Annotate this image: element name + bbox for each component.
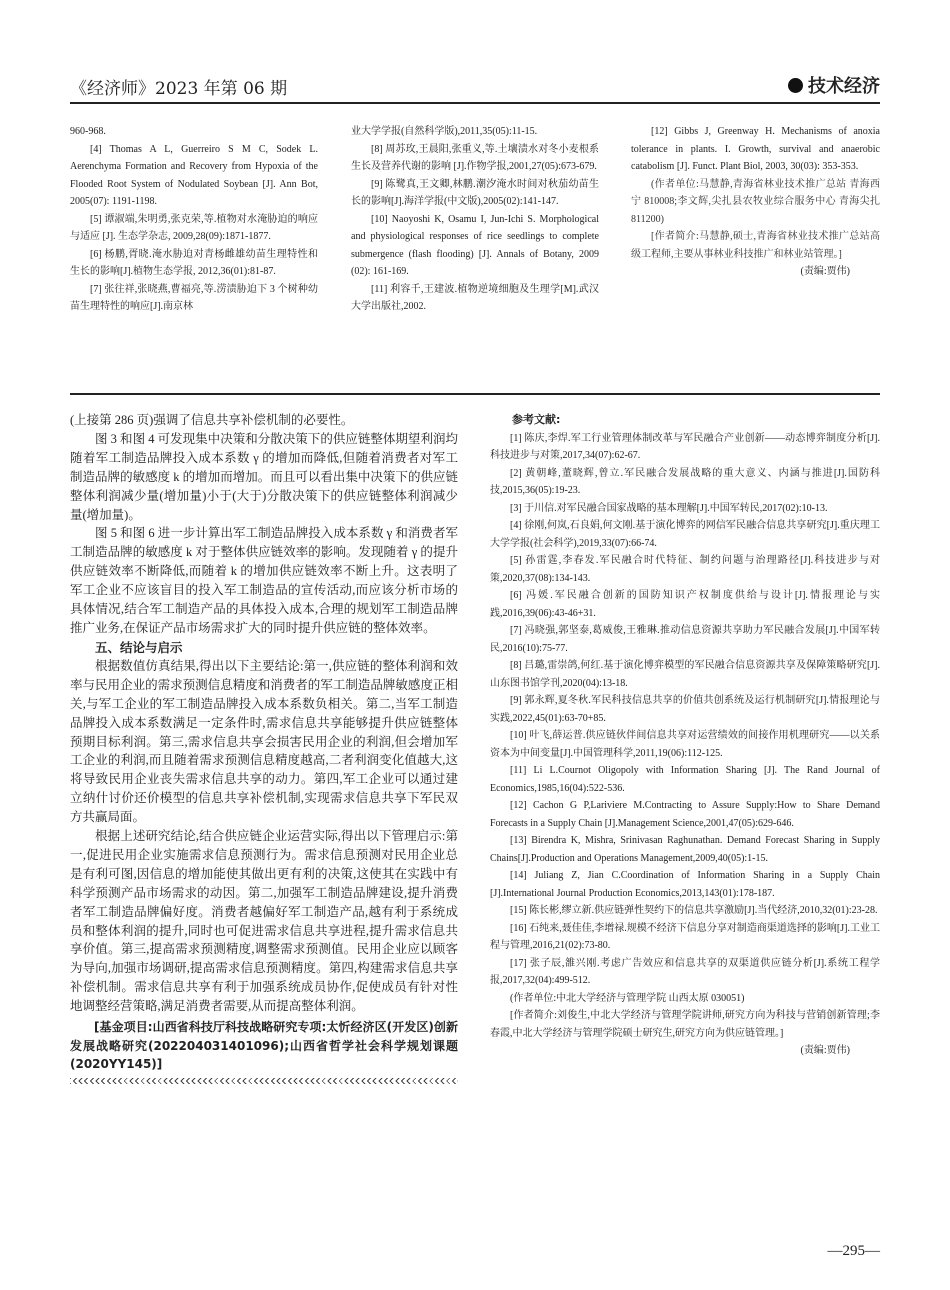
article-body <box>70 411 458 1084</box>
section-title <box>788 72 880 98</box>
reference-item: [11] 利容千,王建波.植物逆境细胞及生理学[M].武汉大学出版社,2002. <box>351 283 599 312</box>
body-paragraph: 图 5 和图 6 进一步计算出军工制造品牌投入成本系数 γ 和消费者军工制造品牌的敏感度 k 对于整体供应链效率的影响。发现随着 γ 的提升供应链效率不断降低,而随着 k 的增加供应链效率不断上升。这表明了军工企业不应该盲目的投入军工制造品的宣传活动,而应该分析市场的具体情况,结合军工制造产品的具体投入成本,合理的规划军工制造品牌推广业务,在保证产品市场需求扩大的同时提升供应链的整体效率。 <box>70 526 458 635</box>
references-section <box>490 411 880 1060</box>
section-label: 技术经济 <box>808 76 880 97</box>
reference-item: [16] 石纯来,聂佳佳,李增禄.规模不经济下信息分享对制造商渠道选择的影响[J].工业工程与管理,2016,21(02):73-80. <box>490 922 880 951</box>
author-affiliation: (作者单位:中北大学经济与管理学院 山西太原 030051) <box>510 992 745 1004</box>
page-number: —295— <box>827 1243 880 1259</box>
reference-item: [7] 冯晓强,郭坚泰,葛威俊,王雅琳.推动信息资源共享助力军民融合发展[J].中国军转民,2016(10):75-77. <box>490 625 880 654</box>
top-refs-column-2 <box>351 123 599 316</box>
reference-item: [8] 吕璐,雷崇鸽,何红.基于演化博弈模型的军民融合信息资源共享及保障策略研究[J].山东图书馆学刊,2020(04):13-18. <box>490 660 880 689</box>
article-divider <box>70 393 880 395</box>
reference-item: [10] Naoyoshi K, Osamu I, Jun-Ichi S. Morphological and physiological responses of rice seedlings to complete submergence (flash flooding) [J]. Annals of Botany, 2009 (02): 161-169. <box>351 213 599 277</box>
body-paragraph: 图 3 和图 4 可发现集中决策和分散决策下的供应链整体期望利润均随着军工制造品牌投入成本系数 γ 的增加而降低,但随着消费者对军工制造品牌的敏感度 k 的增加而增加。而且可以看出集中决策下的供应链整体利润减少量(增加量)小于(大于)分散决策下的供应链整体利润减少量(增加量)。 <box>70 431 458 522</box>
author-affiliation: (作者单位:马慧静,青海省林业技术推广总站 青海西宁 810008;李文辉,尖扎县农牧业综合服务中心 青海尖扎 811200) <box>631 178 880 225</box>
reference-item: [5] 谭淑端,朱明勇,张克荣,等.植物对水淹胁迫的响应与适应 [J]. 生态学杂志, 2009,28(09):1871-1877. <box>70 213 318 242</box>
reference-item: [1] 陈庆,李焊.军工行业管理体制改革与军民融合产业创新——动态博弈制度分析[J].科技进步与对策,2017,34(07):62-67. <box>490 432 880 461</box>
author-bio: [作者简介:马慧静,硕士,青海省林业技术推广总站高级工程师,主要从事林业科技推广和林业站管理。] <box>631 231 880 260</box>
references-title: 参考文献: <box>512 413 561 426</box>
reference-item: [8] 周苏玫,王晨阳,张重义,等.土壤渍水对冬小麦根系生长及营养代谢的影响 [J].作物学报,2001,27(05):673-679. <box>351 143 599 172</box>
reference-item: [6] 冯媛.军民融合创新的国防知识产权制度供给与设计[J].情报理论与实践,2016,39(06):43-46+31. <box>490 590 880 619</box>
header-rule <box>70 102 880 104</box>
journal-issue-title: 《经济师》2023 年第 06 期 <box>70 79 288 99</box>
reference-item: [9] 陈鹭真,王文卿,林鹏.潮汐淹水时间对秋茄幼苗生长的影响[J].海洋学报(中文版),2005(02):141-147. <box>351 178 599 207</box>
body-paragraph: (上接第 286 页)强调了信息共享补偿机制的必要性。 <box>70 413 354 427</box>
reference-item: 业大学学报(自然科学版),2011,35(05):11-15. <box>351 126 538 137</box>
reference-item: [11] Li L.Cournot Oligopoly with Information Sharing [J]. The Rand Journal of Economics,1985,16(04):522-536. <box>490 765 880 794</box>
body-paragraph: 根据数值仿真结果,得出以下主要结论:第一,供应链的整体利润和效率与民用企业的需求预测信息精度和消费者的军工制造品牌敏感度正相关,与军工企业的军工制造品牌投入成本系数负相关。第二,当军工制造品牌投入成本系数满足一定条件时,需求信息共享能够提升供应链整体预期目标利润。第三,需求信息共享会损害民用企业的利润,但会增加军工企业的利润,而且随着需求预测信息精度越高,二者利润变化值越大,这将导致民用企业丧失需求信息共享的动力。第四,军工企业可以通过建立纳什讨价还价模型的信息共享补偿机制,实现需求信息共享下军民双方共赢局面。 <box>70 658 458 825</box>
wavy-rule <box>70 1078 458 1084</box>
reference-item: [14] Juliang Z, Jian C.Coordination of Information Sharing in a Supply Chain [J].International Journal Production Economics,2013,143(01):178-187. <box>490 870 880 899</box>
top-refs-column-1 <box>70 123 318 316</box>
bullet-dot-icon <box>788 78 803 93</box>
reference-item: 960-968. <box>70 126 106 137</box>
reference-item: [3] 于川信.对军民融合国家战略的基本理解[J].中国军转民,2017(02):10-13. <box>510 502 828 514</box>
author-bio: [作者简介:刘俊生,中北大学经济与管理学院讲师,研究方向为科技与营销创新管理;李春霞,中北大学经济与管理学院硕士研究生,研究方向为供应链管理。] <box>490 1010 880 1039</box>
reference-item: [15] 陈长彬,缪立新.供应链弹性契约下的信息共享激励[J].当代经济,2010,32(01):23-28. <box>510 905 878 916</box>
section-heading: 五、结论与启示 <box>95 639 183 655</box>
body-paragraph: 根据上述研究结论,结合供应链企业运营实际,得出以下管理启示:第一,促进民用企业实施需求信息预测行为。需求信息预测对民用企业总是有利可图,因信息的增加能使其做出更有利的决策,这使其在实践中有科学预测产品市场需求的动因。第二,加强军工制造品牌建设,提升消费者军工制造品牌偏好度。消费者越偏好军工制造产品,越有利于系统成员和整体利润的提升,同时也可促进需求信息共享进程,提升需求信息共享价值。第三,提高需求预测精度,调整需求预测值。民用企业应以顾客为导向,加强市场调研,提高需求信息预测精度。第四,构建需求信息共享补偿机制。需求信息共享有利于加强系统成员协作,促使成员有针对性地调整经营策略,满足消费者需要,从而提高整体利润。 <box>70 829 458 1014</box>
reference-item: [17] 张子辰,雒兴刚.考虑广告效应和信息共享的双渠道供应链分析[J].系统工程学报,2017,32(04):499-512. <box>490 957 880 986</box>
reference-item: [4] 徐刚,何岚,石良娟,何文刚.基于演化博弈的网信军民融合信息共享研究[J].重庆理工大学学报(社会科学),2019,33(07):66-74. <box>490 520 880 549</box>
reference-item: [7] 张往祥,张晓燕,曹福亮,等.涝渍胁迫下 3 个树种幼苗生理特性的响应[J].南京林 <box>70 283 318 312</box>
reference-item: [2] 黄朝峰,董晓辉,曾立.军民融合发展战略的重大意义、内涵与推进[J].国防科技,2015,36(05):19-23. <box>490 467 880 496</box>
reference-item: [10] 叶飞,薛运普.供应链伙伴间信息共享对运营绩效的间接作用机理研究——以关系资本为中间变量[J].中国管理科学,2011,19(06):112-125. <box>490 730 880 759</box>
reference-item: [5] 孙雷霆,李春发.军民融合时代特征、制约问题与治理路径[J].科技进步与对策,2020,37(08):134-143. <box>490 555 880 584</box>
funding-note: [基金项目:山西省科技厅科技战略研究专项:太忻经济区(开发区)创新发展战略研究(202204031401096);山西省哲学社会科学规划课题(2020YY145)] <box>70 1020 458 1072</box>
editor-note: (责编:贾伟) <box>800 1045 850 1056</box>
reference-item: [4] Thomas A L, Guerreiro S M C, Sodek L. Aerenchyma Formation and Recovery from Hypoxia of the Flooded Root System of Nodulated Soybean [J]. Ann Bot, 2005(07): 1191-1198. <box>70 143 318 207</box>
reference-item: [13] Birendra K, Mishra, Srinivasan Raghunathan. Demand Forecast Sharing in Supply Chains[J].Production and Operations Management,2009,40(05):1-15. <box>490 835 880 864</box>
reference-item: [9] 郭永辉,夏冬秋.军民科技信息共享的价值共创系统及运行机制研究[J].情报理论与实践,2022,45(01):63-70+85. <box>490 695 880 724</box>
reference-item: [12] Gibbs J, Greenway H. Mechanisms of anoxia tolerance in plants. I. Growth, survival and anaerobic catabolism [J]. Funct. Plant Biol, 2003, 30(03): 353-353. <box>631 126 880 172</box>
top-refs-column-3 <box>631 123 880 281</box>
reference-item: [12] Cachon G P,Lariviere M.Contracting to Assure Supply:How to Share Demand Forecasts in a Supply Chain [J].Management Science,2001,47(05):629-646. <box>490 800 880 829</box>
editor-note: (责编:贾伟) <box>800 266 850 277</box>
reference-item: [6] 杨鹏,胥晓.淹水胁迫对青杨雌雄幼苗生理特性和生长的影响[J].植物生态学报, 2012,36(01):81-87. <box>70 248 318 277</box>
